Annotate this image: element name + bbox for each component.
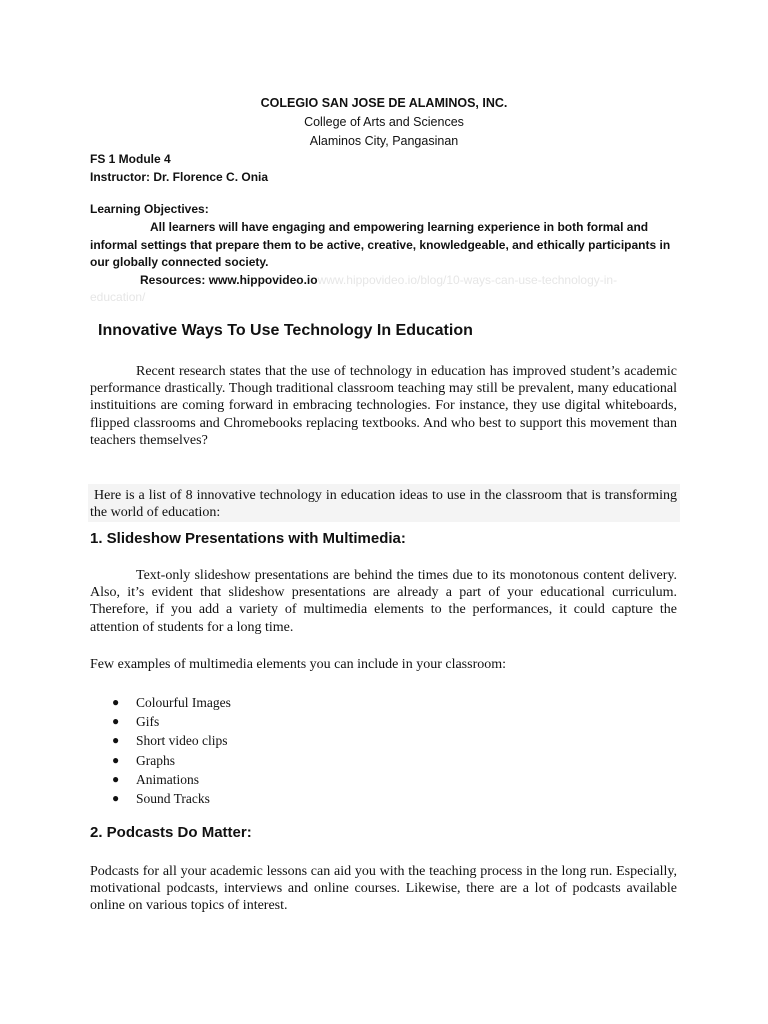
section-2-heading: 2. Podcasts Do Matter:	[90, 824, 252, 841]
bullet-icon: ●	[112, 771, 120, 786]
section-2-paragraph: Podcasts for all your academic lessons can aid you with the teaching process in the long run. Especially, motivational podcasts, interviews and online courses. Likewise, there are a lot of podcasts available online on various topics of interest.	[90, 864, 677, 914]
list-item: ● Sound Tracks	[108, 789, 231, 808]
resources-line	[140, 273, 617, 287]
list-item: ● Colourful Images	[108, 693, 231, 712]
list-item: ● Animations	[108, 770, 231, 789]
list-item: ● Short video clips	[108, 731, 231, 750]
list-intro-paragraph: Here is a list of 8 innovative technology in education ideas to use in the classroom that is transforming the world of education:	[90, 488, 677, 521]
resources-label: Resources: www.hippovideo.io	[140, 273, 318, 287]
list-item: ● Gifs	[108, 712, 231, 731]
examples-intro: Few examples of multimedia elements you can include in your classroom:	[90, 657, 507, 672]
list-item: ● Graphs	[108, 751, 231, 770]
bullet-icon: ●	[112, 791, 120, 806]
bullet-icon: ●	[112, 714, 120, 729]
section-1-heading: 1. Slideshow Presentations with Multimedia:	[90, 530, 406, 547]
section-1-paragraph: Text-only slideshow presentations are behind the times due to its monotonous content delivery. Also, it’s evident that slideshow presentations are already a part of your educational curriculum. Therefore, if you add a variety of multimedia elements to the performances, it could capture the attention of students for a long time.	[90, 568, 677, 635]
resources-link[interactable]: www.hippovideo.io/blog/10-ways-can-use-technology-in-	[317, 273, 618, 287]
document-header	[0, 94, 768, 151]
school-name: COLEGIO SAN JOSE DE ALAMINOS, INC.	[260, 96, 508, 110]
bullet-icon: ●	[112, 695, 120, 709]
resources-link-continued[interactable]: education/	[90, 290, 146, 304]
intro-paragraph: Recent research states that the use of technology in education has improved student’s academic performance drastically. Though traditional classroom teaching may still be prevalent, many educational instituitions are coming forward in embracing technologies. For instance, they use digital whiteboards, flipped classrooms and Chromebooks replacing textbooks. And who best to support this movement than teachers themselves?	[90, 364, 677, 448]
objectives-text: All learners will have engaging and empowering learning experience in both formal and informal settings that prepare them to be active, creative, knowledgeable, and ethically participants in our globally connected society.	[90, 220, 671, 269]
bullet-icon: ●	[112, 752, 120, 767]
article-title: Innovative Ways To Use Technology In Education	[98, 322, 473, 339]
multimedia-list	[108, 693, 231, 808]
module-info	[90, 150, 268, 186]
objectives-title: Learning Objectives:	[90, 202, 209, 216]
bullet-icon: ●	[112, 733, 120, 748]
instructor-label: Instructor: Dr. Florence C. Onia	[90, 170, 269, 184]
college-name: College of Arts and Sciences	[304, 115, 464, 129]
city-name: Alaminos City, Pangasinan	[309, 134, 459, 148]
module-label: FS 1 Module 4	[90, 152, 171, 166]
